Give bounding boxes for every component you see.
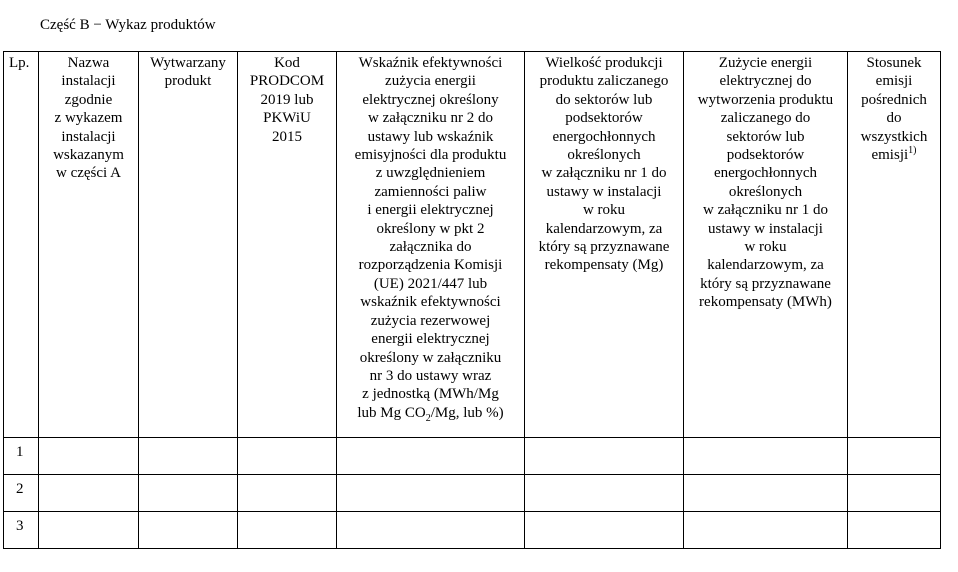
header-line: kalendarzowym, za bbox=[707, 257, 824, 274]
installation-name-cell[interactable] bbox=[39, 512, 139, 549]
header-line: w załączniku nr 2 do bbox=[368, 110, 493, 127]
header-product bbox=[139, 52, 238, 438]
header-line: rozporządzenia Komisji bbox=[358, 257, 503, 274]
header-line: pośrednich bbox=[861, 91, 927, 108]
header-efficiency-indicator-last-line bbox=[337, 404, 524, 422]
header-line: elektrycznej do bbox=[719, 73, 812, 90]
footnote-marker: 1) bbox=[908, 145, 917, 157]
table-row bbox=[4, 438, 941, 475]
header-line: określonych bbox=[567, 147, 641, 164]
prodcom-code-cell[interactable] bbox=[238, 475, 337, 512]
prodcom-code-cell[interactable] bbox=[238, 512, 337, 549]
header-line: Wielkość produkcji bbox=[545, 55, 663, 71]
row-lp-cell: 3 bbox=[4, 512, 39, 549]
efficiency-indicator-cell[interactable] bbox=[337, 475, 525, 512]
header-line: instalacji bbox=[61, 128, 116, 145]
header-line: produktu zaliczanego bbox=[539, 73, 669, 90]
header-line: 2015 bbox=[272, 128, 302, 145]
table-row bbox=[4, 475, 941, 512]
header-line: 2019 lub bbox=[260, 91, 314, 108]
header-line: wskazanym bbox=[53, 147, 124, 164]
header-line: ustawy w instalacji bbox=[546, 183, 662, 200]
emission-ratio-cell[interactable] bbox=[848, 512, 941, 549]
header-line: wskaźnik efektywności bbox=[360, 294, 501, 311]
header-line: zgodnie bbox=[64, 91, 113, 108]
header-emission-ratio bbox=[848, 52, 941, 438]
header-line: Lp. bbox=[9, 55, 30, 71]
header-line: Wytwarzany bbox=[150, 55, 226, 71]
header-emission-ratio-text bbox=[848, 54, 940, 146]
header-line: nr 3 do ustawy wraz bbox=[369, 367, 492, 384]
header-line: ustawy lub wskaźnik bbox=[367, 128, 494, 145]
production-volume-cell[interactable] bbox=[525, 475, 684, 512]
installation-name-cell[interactable] bbox=[39, 475, 139, 512]
header-row bbox=[4, 52, 941, 438]
header-line: ustawy w instalacji bbox=[708, 220, 823, 237]
header-line: PRODCOM bbox=[249, 73, 325, 90]
header-energy-consumption bbox=[684, 52, 848, 438]
production-volume-cell[interactable] bbox=[525, 438, 684, 475]
header-line: zużycia rezerwowej bbox=[370, 312, 491, 329]
header-line: sektorów lub bbox=[726, 128, 805, 145]
efficiency-indicator-cell[interactable] bbox=[337, 512, 525, 549]
header-energy-consumption-text bbox=[684, 54, 847, 312]
header-line: rekompensaty (MWh) bbox=[699, 294, 832, 311]
emission-ratio-cell[interactable] bbox=[848, 475, 941, 512]
product-cell[interactable] bbox=[139, 438, 238, 475]
header-line: PKWiU bbox=[263, 110, 311, 127]
header-installation-name-text bbox=[39, 54, 138, 183]
header-line: w roku bbox=[744, 239, 787, 256]
product-cell[interactable] bbox=[139, 475, 238, 512]
row-lp-cell: 1 bbox=[4, 438, 39, 475]
header-production-volume-text bbox=[525, 54, 683, 275]
header-product-text bbox=[139, 54, 237, 91]
header-line: zamienności paliw bbox=[374, 183, 487, 200]
header-prodcom-code bbox=[238, 52, 337, 438]
header-line: określonych bbox=[728, 183, 803, 200]
header-line: załącznika do bbox=[389, 239, 472, 256]
header-line: produkt bbox=[164, 73, 212, 90]
header-line: energii elektrycznej bbox=[371, 331, 490, 348]
table-row bbox=[4, 512, 941, 549]
installation-name-cell[interactable] bbox=[39, 438, 139, 475]
header-line: w roku bbox=[582, 202, 626, 219]
header-line: do sektorów lub bbox=[555, 91, 653, 108]
header-line: emisji bbox=[875, 73, 913, 90]
co2-after: /Mg, lub %) bbox=[430, 404, 504, 421]
energy-consumption-cell[interactable] bbox=[684, 512, 848, 549]
header-line: z jednostką (MWh/Mg bbox=[362, 386, 499, 403]
header-line: który są przyznawane bbox=[538, 239, 670, 256]
co2-before: lub Mg CO bbox=[357, 404, 426, 421]
header-line: Stosunek bbox=[866, 55, 922, 71]
header-line: energochłonnych bbox=[713, 165, 818, 182]
header-prodcom-code-text bbox=[238, 54, 336, 146]
emission-ratio-last-word: emisji bbox=[871, 147, 909, 164]
header-line: Wskaźnik efektywności bbox=[358, 55, 503, 71]
header-line: który są przyznawane bbox=[700, 275, 831, 292]
header-line: do bbox=[886, 110, 902, 127]
row-lp-cell: 2 bbox=[4, 475, 39, 512]
energy-consumption-cell[interactable] bbox=[684, 475, 848, 512]
header-line: zaliczanego do bbox=[720, 110, 811, 127]
header-lp-text bbox=[9, 54, 38, 72]
header-line: wszystkich bbox=[860, 128, 928, 145]
header-line: podsektorów bbox=[565, 110, 643, 127]
prodcom-code-cell[interactable] bbox=[238, 438, 337, 475]
efficiency-indicator-cell[interactable] bbox=[337, 438, 525, 475]
header-efficiency-indicator bbox=[337, 52, 525, 438]
header-line: określony w pkt 2 bbox=[376, 220, 485, 237]
co2-subscript: 2 bbox=[425, 412, 431, 424]
header-line: Kod bbox=[274, 55, 300, 71]
header-line: z uwzględnieniem bbox=[375, 165, 486, 182]
production-volume-cell[interactable] bbox=[525, 512, 684, 549]
header-line: emisyjności dla produktu bbox=[354, 147, 507, 164]
section-title: Część B − Wykaz produktów bbox=[40, 17, 216, 33]
header-line: (UE) 2021/447 lub bbox=[373, 275, 488, 292]
header-installation-name bbox=[39, 52, 139, 438]
header-line: w załączniku nr 1 do bbox=[541, 165, 667, 182]
products-table bbox=[3, 51, 941, 549]
emission-ratio-cell[interactable] bbox=[848, 438, 941, 475]
header-line: rekompensaty (Mg) bbox=[544, 257, 664, 274]
header-efficiency-indicator-text bbox=[337, 54, 524, 404]
header-line: zużycia energii bbox=[385, 73, 476, 90]
header-line: Nazwa bbox=[67, 55, 110, 71]
header-line: określony w załączniku bbox=[359, 349, 502, 366]
header-lp bbox=[4, 52, 39, 438]
header-line: podsektorów bbox=[726, 147, 805, 164]
product-cell[interactable] bbox=[139, 512, 238, 549]
header-line: w załączniku nr 1 do bbox=[703, 202, 828, 219]
header-line: z wykazem bbox=[54, 110, 123, 127]
header-line: Zużycie energii bbox=[718, 55, 813, 71]
header-line: wytworzenia produktu bbox=[697, 91, 834, 108]
header-line: elektrycznej określony bbox=[362, 91, 499, 108]
header-line: w części A bbox=[56, 165, 121, 182]
header-line: energochłonnych bbox=[552, 128, 656, 145]
header-line: instalacji bbox=[61, 73, 116, 90]
header-line: i energii elektrycznej bbox=[367, 202, 494, 219]
header-line: kalendarzowym, za bbox=[545, 220, 663, 237]
header-production-volume bbox=[525, 52, 684, 438]
energy-consumption-cell[interactable] bbox=[684, 438, 848, 475]
header-emission-ratio-last-line bbox=[848, 146, 940, 164]
